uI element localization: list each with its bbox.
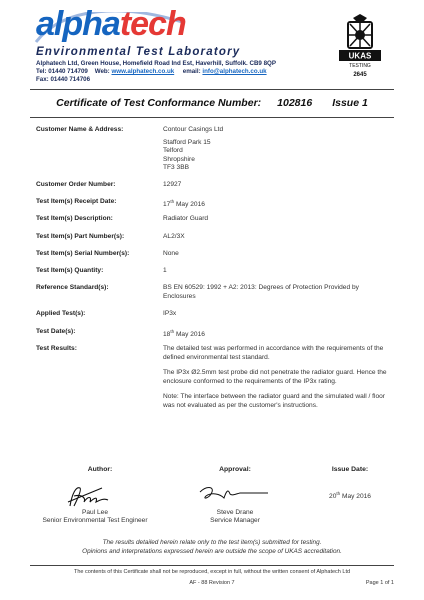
footer-divider	[30, 565, 394, 566]
results-label: Test Results:	[36, 345, 77, 352]
approver-block	[175, 509, 295, 526]
receipt-label: Test Item(s) Receipt Date:	[36, 198, 117, 205]
author-role: Senior Environmental Test Engineer	[42, 517, 148, 525]
results-p3: Note: The interface between the radiator guard and the simulated wall / floor was not evaluated as per the customer's instructions.	[163, 393, 385, 409]
order-value: 12927	[163, 181, 182, 188]
qty-label: Test Item(s) Quantity:	[36, 267, 104, 274]
form-reference: AF - 88 Revision 7	[189, 580, 235, 586]
issue-sup: th	[336, 491, 341, 496]
date-rest: May 2016	[174, 331, 205, 339]
applied-value: IP3x	[163, 310, 177, 317]
disclaimer-line2: Opinions and interpretations expressed herein are outside the scope of UKAS accreditation.	[82, 548, 342, 555]
web-label: Web:	[94, 68, 110, 75]
ukas-text: UKAS	[348, 51, 372, 61]
part-label: Test Item(s) Part Number(s):	[36, 233, 125, 240]
fax: Fax: 01440 714706	[36, 76, 91, 83]
receipt-sup: th	[170, 199, 175, 204]
disclaimer	[0, 538, 424, 556]
certificate-title-text: Certificate of Test Conformance Number:	[56, 97, 262, 109]
desc-label: Test Item(s) Description:	[36, 215, 113, 222]
certificate-title	[0, 97, 424, 109]
approver-signature	[196, 482, 270, 504]
lab-name: Environmental Test Laboratory	[36, 46, 241, 58]
serial-label: Test Item(s) Serial Number(s):	[36, 250, 130, 257]
date-value	[163, 328, 393, 340]
ukas-mark-icon	[339, 12, 381, 68]
ref-value: BS EN 60529: 1992 + A2: 2013: Degrees of Protection Provided by Enclosures	[163, 284, 359, 300]
receipt-value	[163, 198, 393, 210]
alphatech-logo	[36, 4, 186, 44]
approver-role: Service Manager	[210, 517, 260, 525]
customer-block	[163, 126, 393, 173]
web-link[interactable]: www.alphatech.co.uk	[111, 68, 175, 75]
issue-date-heading: Issue Date:	[331, 466, 369, 473]
approver-name: Steve Drane	[216, 509, 254, 516]
customer-addr2: Telford	[163, 147, 183, 155]
serial-value: None	[163, 250, 179, 257]
logo-tech: tech	[119, 5, 186, 43]
results-block	[163, 345, 393, 411]
header-divider	[30, 89, 394, 90]
date-day: 18	[163, 331, 171, 339]
customer-addr1: Stafford Park 15	[163, 138, 211, 146]
qty-value: 1	[163, 267, 167, 274]
order-label: Customer Order Number:	[36, 181, 116, 188]
approval-heading: Approval:	[219, 466, 251, 473]
email-label: email:	[182, 68, 201, 75]
customer-addr3: Shropshire	[163, 155, 195, 163]
receipt-rest: May 2016	[174, 201, 205, 209]
results-p2: The IP3x Ø2.5mm test probe did not penetrate the radiator guard. Hence the enclosure conformed to the requirements of the IP3x rating.	[163, 369, 387, 385]
contact-line	[36, 68, 267, 75]
author-block	[20, 509, 170, 526]
email-link[interactable]: info@alphatech.co.uk	[202, 68, 267, 75]
ref-label: Reference Standard(s):	[36, 284, 109, 291]
author-name: Paul Lee	[81, 509, 109, 516]
date-label: Test Date(s):	[36, 328, 76, 335]
desc-value: Radiator Guard	[163, 215, 209, 222]
issue-date-value	[310, 490, 390, 502]
logo-alpha: alpha	[36, 5, 120, 43]
customer-name: Contour Casings Ltd	[163, 126, 224, 133]
certificate-issue: Issue 1	[332, 97, 368, 109]
applied-label: Applied Test(s):	[36, 310, 86, 317]
author-signature	[62, 480, 112, 510]
title-divider	[30, 117, 394, 118]
date-sup: th	[170, 329, 175, 334]
certificate-number: 102816	[277, 97, 313, 109]
results-p1: The detailed test was performed in accordance with the requirements of the defined environmental test standard.	[163, 345, 384, 361]
company-address: Alphatech Ltd, Green House, Homefield Road Ind Est, Haverhill, Suffolk. CB9 8QP	[36, 60, 276, 67]
tel: Tel: 01440 714709	[36, 68, 88, 75]
ukas-number: 2645	[353, 72, 367, 78]
footer-notice: The contents of this Certificate shall not be reproduced, except in full, without the written consent of Alphatech Ltd	[73, 569, 351, 575]
customer-label: Customer Name & Address:	[36, 126, 124, 133]
author-heading: Author:	[87, 466, 113, 473]
page-number: Page 1 of 1	[365, 580, 394, 586]
part-value: AL2/3X	[163, 233, 185, 240]
issue-day: 20	[329, 493, 337, 501]
issue-rest: May 2016	[340, 493, 371, 501]
ukas-sub: TESTING	[349, 63, 371, 68]
receipt-day: 17	[163, 201, 171, 209]
customer-addr4: TF3 3BB	[163, 164, 190, 172]
disclaimer-line1: The results detailed herein relate only to the test item(s) submitted for testing.	[102, 539, 322, 546]
